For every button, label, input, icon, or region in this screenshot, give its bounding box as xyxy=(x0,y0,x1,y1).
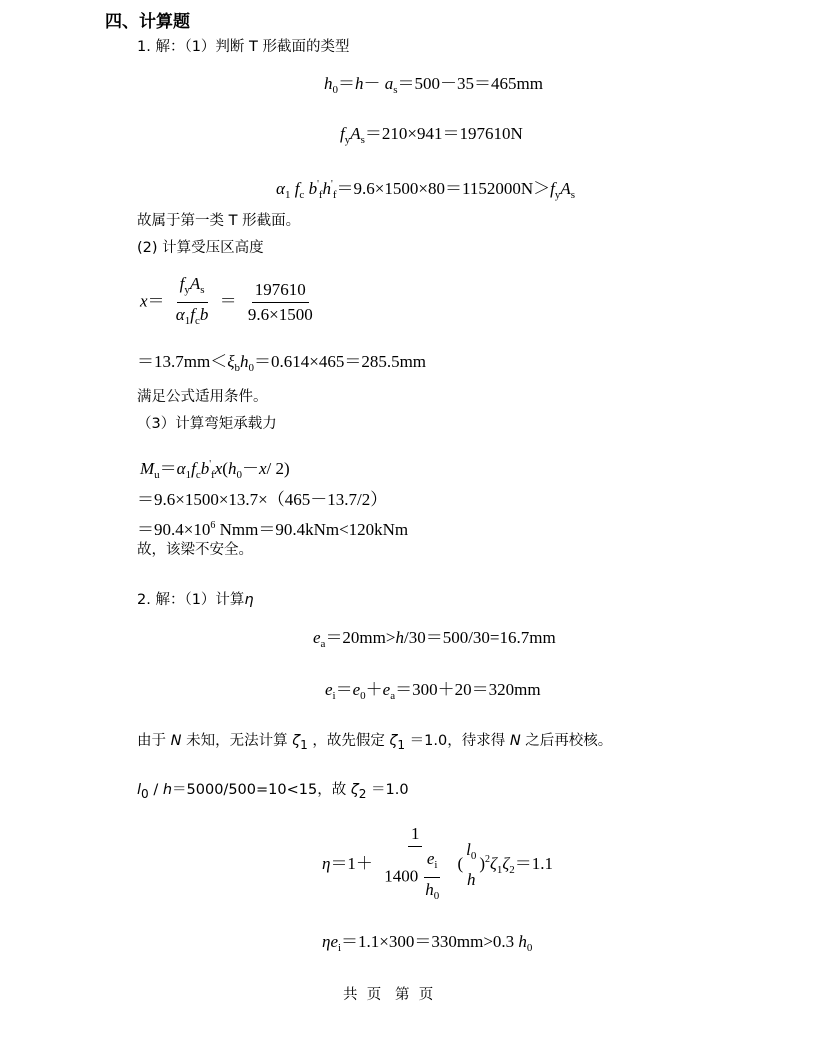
text-segment: ＝ xyxy=(335,680,353,699)
math-variable: ζ xyxy=(292,733,301,749)
note-zeta1 xyxy=(137,731,612,755)
math-variable: e xyxy=(352,680,361,699)
subscript: 1 xyxy=(300,737,308,752)
formula-mu xyxy=(140,455,290,485)
subscript: i xyxy=(337,942,342,954)
numerator: 197610 xyxy=(252,278,309,303)
subscript: 1 xyxy=(284,189,291,201)
math-variable: ξ xyxy=(227,352,235,371)
q2-heading xyxy=(137,590,254,610)
math-variable: α xyxy=(175,305,185,324)
math-variable: A xyxy=(350,124,361,143)
text-segment: ＝1.1 xyxy=(514,853,554,873)
math-variable: A xyxy=(189,274,201,293)
x-lhs xyxy=(140,291,165,310)
x-result xyxy=(137,352,426,378)
math-variable: h xyxy=(227,459,237,478)
conclusion-first-type: 故属于第一类 T 形截面。 xyxy=(137,213,301,229)
fraction-symbolic xyxy=(173,272,212,333)
math-variable: x xyxy=(214,459,223,478)
math-variable: h xyxy=(466,870,476,889)
text-segment: ＝1.0 xyxy=(366,782,409,798)
denominator: 9.6×1500 xyxy=(247,305,313,324)
text-segment: － xyxy=(241,459,259,478)
text-segment: ＝5000/500=10<15，故 xyxy=(172,782,351,798)
formula-eta: η＝1＋ 1 1400 $\frac{e_i}{h_0}$ ( $l_0$ h )$^2\zeta_1\zeta_2=1.1$ xyxy=(322,822,553,908)
eta-fraction xyxy=(381,822,449,908)
subscript: 0 xyxy=(470,850,477,862)
text-segment: 由于 xyxy=(137,733,171,749)
text-segment: 之后再校核。 xyxy=(520,733,613,749)
calc-line-2 xyxy=(137,516,408,540)
math-variable: ζ xyxy=(389,733,398,749)
formula-h0 xyxy=(324,74,543,100)
subscript: y xyxy=(344,134,351,146)
subscript: f xyxy=(318,189,323,201)
subscript: y xyxy=(184,284,190,296)
numerator xyxy=(424,847,441,878)
math-variable: f xyxy=(191,459,196,478)
numerator xyxy=(463,838,479,868)
text-segment: ＝1.0，待求得 xyxy=(405,733,510,749)
math-variable: h xyxy=(518,932,527,951)
text-segment: / xyxy=(148,782,163,798)
text-segment: ＝13.7mm＜ xyxy=(137,352,228,371)
subscript: 0 xyxy=(332,84,338,96)
math-variable: f xyxy=(550,179,555,198)
superscript: 2 xyxy=(485,853,491,865)
math-variable: ζ xyxy=(350,782,359,798)
text-segment: ＝1＋ xyxy=(330,853,373,873)
superscript: ' xyxy=(331,179,333,190)
subscript: u xyxy=(154,469,160,481)
calc-line-1: ＝9.6×1500×13.7×（465－13.7/2） xyxy=(137,490,388,509)
numerator: 1 xyxy=(408,822,423,847)
subscript: a xyxy=(390,690,396,702)
condition-text: 满足公式适用条件。 xyxy=(137,389,268,405)
denominator xyxy=(422,878,442,908)
subscript: b xyxy=(234,362,240,374)
math-variable: f xyxy=(290,179,300,198)
math-variable: N xyxy=(509,733,521,749)
text-segment: ＝500－35＝465mm xyxy=(397,74,543,93)
denominator xyxy=(173,303,212,333)
text-segment: － xyxy=(363,74,385,93)
text-segment: ( xyxy=(222,459,228,478)
text-segment: ＝0.614×465＝285.5mm xyxy=(253,352,427,371)
subscript: f xyxy=(211,469,215,481)
subscript: c xyxy=(194,315,200,327)
page-footer: 共 页 第 页 xyxy=(343,987,434,1003)
text-segment: Nmm＝90.4kNm<120kNm xyxy=(215,520,409,539)
subscript: s xyxy=(200,284,205,296)
subscript: 1 xyxy=(496,863,503,876)
math-variable: h xyxy=(322,179,332,198)
subscript: 0 xyxy=(433,890,440,902)
subscript: 2 xyxy=(509,863,515,876)
math-variable: ζ xyxy=(502,853,510,873)
step2-heading: (2) 计算受压区高度 xyxy=(137,240,264,256)
formula-fyAs xyxy=(340,124,523,150)
subscript: i xyxy=(434,859,438,871)
text-segment: ＝1.1×300＝330mm>0.3 xyxy=(341,932,519,951)
subscript: y xyxy=(554,189,561,201)
math-variable: e xyxy=(330,932,338,951)
text-segment: 2. 解：（1）计算 xyxy=(137,592,245,608)
formula-eta-ei xyxy=(322,932,532,958)
math-variable: x xyxy=(258,459,267,478)
subscript: a xyxy=(320,638,326,650)
math-variable: M xyxy=(140,459,155,478)
subscript: 0 xyxy=(236,469,242,481)
formula-l0h xyxy=(137,780,409,804)
superscript: ' xyxy=(209,459,212,470)
superscript: 6 xyxy=(210,520,216,531)
denominator xyxy=(464,868,479,892)
subscript: f xyxy=(332,189,337,201)
math-variable: α xyxy=(176,459,186,478)
math-variable: e xyxy=(313,628,321,647)
subscript: 0 xyxy=(141,786,149,801)
math-variable: h xyxy=(425,880,434,899)
superscript: ' xyxy=(317,179,319,190)
subscript: s xyxy=(360,134,365,146)
math-variable: e xyxy=(426,849,435,868)
math-variable: b xyxy=(200,459,210,478)
text-segment: ＝300＋20＝320mm xyxy=(395,680,541,699)
math-variable: h xyxy=(239,352,249,371)
math-variable: h xyxy=(355,74,364,93)
subscript: i xyxy=(332,690,336,702)
text-segment: / 2) xyxy=(266,459,290,478)
formula-ea xyxy=(313,628,556,654)
math-variable: f xyxy=(179,274,185,293)
math-variable: e xyxy=(325,680,333,699)
subscript: 0 xyxy=(248,362,254,374)
math-variable: h xyxy=(162,782,173,798)
subscript: 1 xyxy=(185,469,192,481)
text-segment: /30＝500/30=16.7mm xyxy=(403,628,556,647)
ei-h0-fraction xyxy=(422,847,442,908)
math-variable: ζ xyxy=(490,853,497,873)
formula-flange-check xyxy=(276,175,575,205)
text-segment: ＝ xyxy=(338,74,355,93)
text-segment: ＝210×941＝197610N xyxy=(364,124,523,143)
text-segment: ，故先假定 xyxy=(307,733,390,749)
text-segment: ＝ xyxy=(159,459,177,478)
math-variable: f xyxy=(340,124,345,143)
math-variable: a xyxy=(384,74,394,93)
math-variable: α xyxy=(276,179,285,198)
subscript: c xyxy=(299,189,305,201)
math-variable: l xyxy=(466,840,471,859)
math-variable: h xyxy=(395,628,404,647)
text-segment: 未知，无法计算 xyxy=(181,733,293,749)
math-variable: η xyxy=(244,592,254,608)
math-variable: x xyxy=(140,291,148,311)
subscript: s xyxy=(393,84,398,96)
eta-lhs xyxy=(322,854,373,873)
formula-x xyxy=(140,272,320,333)
text-segment: ＝9.6×1500×80＝1152000N＞ xyxy=(336,179,551,198)
subscript: 1 xyxy=(184,315,191,327)
math-variable: A xyxy=(560,179,571,198)
numerator xyxy=(177,272,208,303)
math-variable: e xyxy=(382,680,391,699)
subscript: 2 xyxy=(358,786,367,801)
math-variable: η xyxy=(322,932,331,951)
subscript: 0 xyxy=(526,942,533,954)
denominator xyxy=(381,847,449,908)
math-variable: N xyxy=(170,733,182,749)
subscript: c xyxy=(195,469,201,481)
text-segment: ＝ xyxy=(147,291,165,311)
subscript: 1 xyxy=(397,737,406,752)
math-variable: l xyxy=(137,782,142,798)
text-segment: ＋ xyxy=(365,680,383,699)
den-1400: 1400 xyxy=(384,866,419,886)
math-variable: η xyxy=(322,853,331,873)
math-variable: b xyxy=(304,179,318,198)
conclusion-unsafe: 故，该梁不安全。 xyxy=(137,542,253,558)
math-variable: b xyxy=(199,305,209,324)
equals: ＝ xyxy=(219,291,237,311)
text-segment: ＝90.4×10 xyxy=(137,520,211,539)
q1-heading: 1. 解：（1）判断 T 形截面的类型 xyxy=(137,39,350,55)
formula-ei xyxy=(325,680,541,706)
l0-h-fraction xyxy=(463,838,479,892)
math-variable: f xyxy=(190,305,195,324)
subscript: 0 xyxy=(360,690,366,702)
eta-rhs xyxy=(485,853,554,876)
fraction-numeric xyxy=(245,278,316,327)
step3-heading: （3）计算弯矩承载力 xyxy=(137,416,277,432)
text-segment: ＝20mm> xyxy=(325,628,396,647)
section-title: 四、计算题 xyxy=(105,12,190,32)
math-variable: h xyxy=(324,74,333,93)
subscript: s xyxy=(570,189,576,201)
